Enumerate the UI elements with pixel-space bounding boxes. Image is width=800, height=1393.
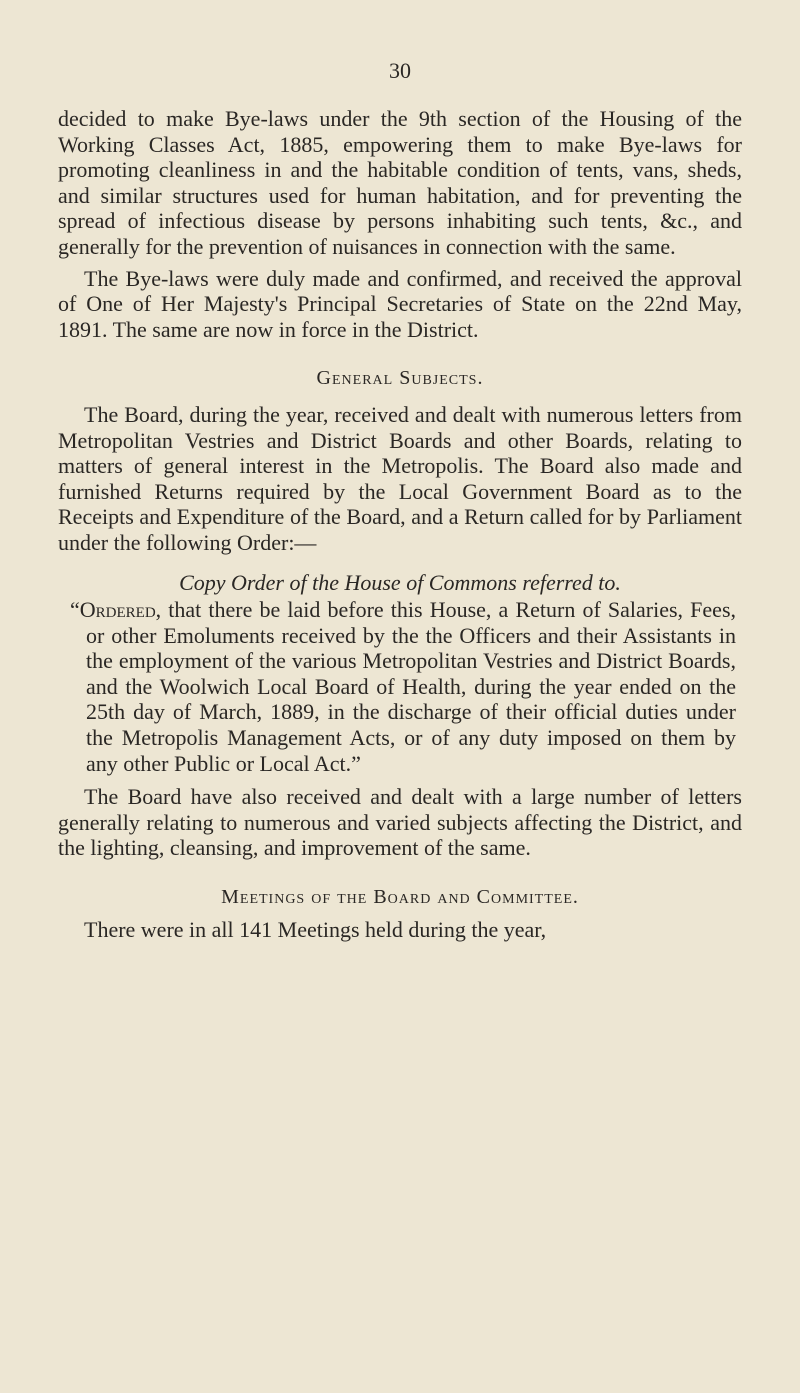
quoted-order <box>58 597 742 776</box>
quote-lead-word: Ordered, <box>79 597 162 623</box>
heading-meetings: Meetings of the Board and Committee. <box>221 886 579 909</box>
body-text <box>58 106 742 942</box>
paragraph-letters-general: The Board have also received and dealt with a large number of letters generally relating to numerous and varied subjects affecting the District, and the lighting, cleansing, and improvement of the same. <box>58 784 742 861</box>
paragraph-meetings: There were in all 141 Meetings held during the year, <box>84 916 547 942</box>
quote-open-mark: “ <box>70 597 80 623</box>
paragraph-board-letters: The Board, during the year, received and dealt with numerous letters from Metropolitan Vestries and District Boards and other Boards, relating to matters of general interest in the Metropolis. The Board also made and furnished Returns required by the Local Government Board as to the Receipts and Expenditure of the Board, and a Return called for by Parliament under the following Order:— <box>58 401 742 555</box>
heading-general-subjects: General Subjects. <box>316 367 484 390</box>
page-number: 30 <box>389 58 411 83</box>
subheading-copy-order: Copy Order of the House of Commons referred to. <box>179 569 621 595</box>
paragraph-bye-laws-confirmed: The Bye-laws were duly made and confirmed, and received the approval of One of Her Majesty's Principal Secretaries of State on the 22nd May, 1891. The same are now in force in the District. <box>58 265 742 342</box>
quote-body: that there be laid before this House, a Return of Salaries, Fees, or other Emoluments received by the the Officers and their Assistants in the employment of the various Metropolitan Vestries and District Boards, and the Woolwich Local Board of Health, during the year ended on the 25th day of March, 1889, in the discharge of their official duties under the Metropolis Management Acts, or of any duty imposed on them by any other Public or Local Act.” <box>86 597 736 776</box>
paragraph-bye-laws-intro: decided to make Bye-laws under the 9th section of the Housing of the Working Classes Act, 1885, empowering them to make Bye-laws for promoting cleanliness in and the habitable condition of tents, vans, sheds, and similar structures used for human habitation, and for preventing the spread of infectious disease by persons inhabiting such tents, &c., and generally for the prevention of nuisances in connection with the same. <box>58 106 742 259</box>
